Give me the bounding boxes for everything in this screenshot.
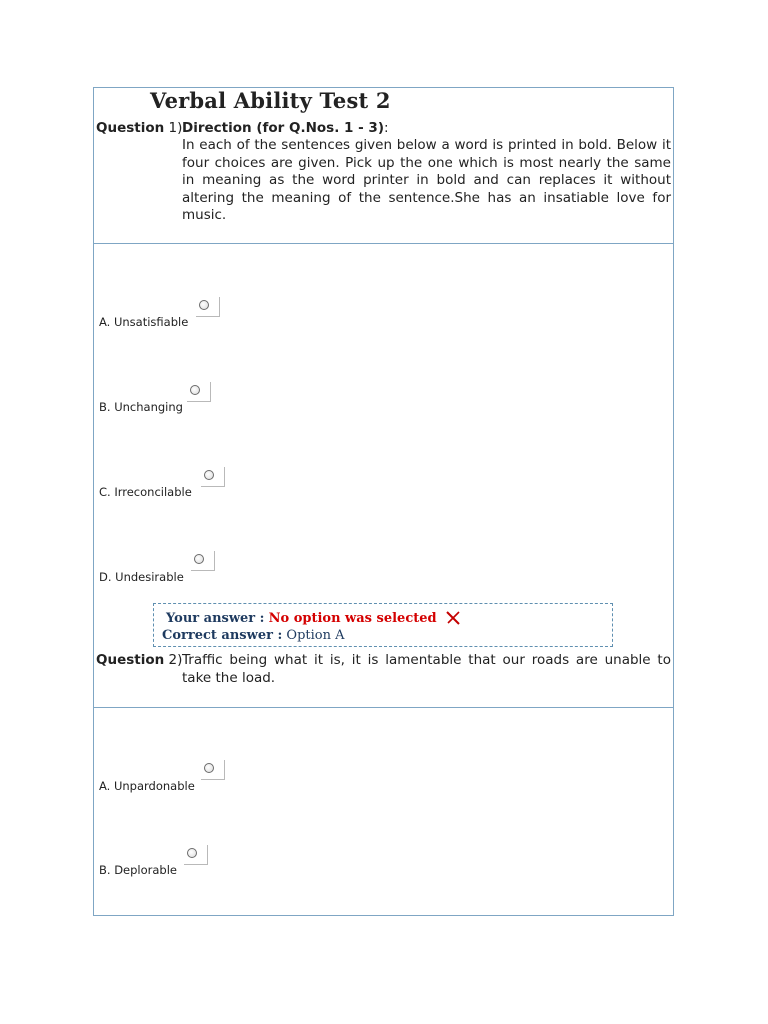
option-c-radio[interactable] <box>201 467 225 487</box>
question-number: 2) <box>168 652 183 668</box>
page-title: Verbal Ability Test 2 <box>150 88 391 113</box>
option-c-label: C. Irreconcilable <box>99 485 192 499</box>
option-b-label: B. Unchanging <box>99 400 183 414</box>
question-1-label <box>96 120 182 136</box>
option-b-radio[interactable] <box>184 845 208 865</box>
option-d-radio[interactable] <box>191 551 215 571</box>
question-word: Question <box>96 652 165 668</box>
radio-button-icon <box>187 848 197 858</box>
question-word: Question <box>96 120 165 136</box>
correct-answer-value: Option A <box>286 628 345 643</box>
direction-text: Direction (for Q.Nos. 1 - 3) <box>182 120 384 136</box>
question-2-label <box>96 652 182 668</box>
question-1-direction <box>182 120 389 136</box>
your-answer-value: No option was selected <box>268 611 437 626</box>
option-a-label: A. Unpardonable <box>99 779 195 793</box>
option-a-radio[interactable] <box>201 760 225 780</box>
radio-button-icon <box>204 763 214 773</box>
divider <box>93 243 674 244</box>
correct-answer-key: Correct answer : <box>162 628 283 643</box>
question-number: 1) <box>168 120 183 136</box>
option-a-radio[interactable] <box>196 297 220 317</box>
direction-colon: : <box>384 120 389 136</box>
your-answer-key: Your answer : <box>166 611 265 626</box>
radio-button-icon <box>204 470 214 480</box>
option-a-label: A. Unsatisfiable <box>99 315 189 329</box>
your-answer-row <box>166 611 461 629</box>
question-2-text: Traffic being what it is, it is lamentable that our roads are unable to take the load. <box>182 652 671 686</box>
correct-answer-row <box>162 628 345 643</box>
cross-icon <box>445 611 461 629</box>
option-d-label: D. Undesirable <box>99 570 184 584</box>
option-b-radio[interactable] <box>187 382 211 402</box>
divider <box>93 707 674 708</box>
answer-feedback-box <box>153 603 613 647</box>
question-1-text: In each of the sentences given below a word is printed in bold. Below it four choices are given. Pick up the one which is most nearly the same in meaning as the word printer in bold and can replaces it without altering the meaning of the sentence.She has an insatiable love for music. <box>182 137 671 223</box>
radio-button-icon <box>190 385 200 395</box>
radio-button-icon <box>199 300 209 310</box>
radio-button-icon <box>194 554 204 564</box>
option-b-label: B. Deplorable <box>99 863 178 877</box>
